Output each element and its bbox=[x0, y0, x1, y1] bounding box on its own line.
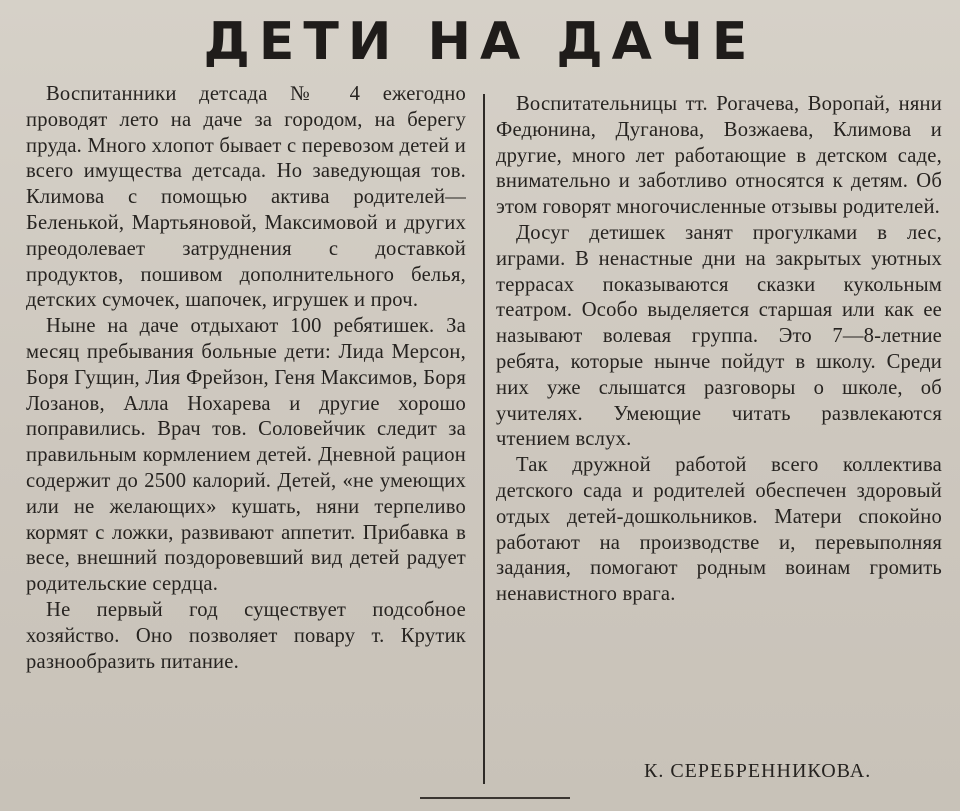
article-headline: ДЕТИ НА ДАЧЕ bbox=[203, 12, 757, 72]
paragraph: Досуг детишек занят прогулками в лес, играми. В ненастные дни на закрытых уютных террасах показываются сказки кукольным театром. Особо выделяется старшая или как ее называют волевая группа. Это 7—8-летние ребята, которые нынче пойдут в школу. Среди них уже слышатся разговоры о школе, об учителях. Умеющие читать развлекаются чтением вслух. bbox=[496, 221, 942, 451]
right-column bbox=[496, 92, 942, 608]
paragraph: Воспитанники детсада № 4 ежегодно проводят лето на даче за городом, на берегу пруда. Много хлопот бывает с перевозом детей и всего имущества детсада. Но заведующая тов. Климова с помощью актива родителей—Беленькой, Мартьяновой, Максимовой и других преодолевает затруднения с доставкой продуктов, пошивом дополнительного белья, детских сумочек, шапочек, игрушек и проч. bbox=[26, 83, 466, 312]
left-column bbox=[26, 82, 466, 675]
bottom-rule bbox=[420, 797, 570, 799]
paragraph: Не первый год существует подсобное хозяйство. Оно позволяет повару т. Крутик разнообразить питание. bbox=[26, 598, 466, 673]
paragraph: Так дружной работой всего коллектива детского сада и родителей обеспечен здоровый отдых детей-дошкольников. Матери спокойно работают на производстве и, перевыполняя задания, помогают родным воинам громить ненавистного врага. bbox=[496, 454, 942, 606]
author-signature: К. СЕРЕБРЕННИКОВА. bbox=[644, 760, 872, 782]
paragraph: Ныне на даче отдыхают 100 ребятишек. За месяц пребывания больные дети: Лида Мерсон, Боря Гущин, Лия Фрейзон, Геня Максимов, Боря Лозанов, Алла Нохарева и другие хорошо поправились. Врач тов. Соловейчик следит за правильным кормлением детей. Дневной рацион содержит до 2500 калорий. Детей, «не умеющих или не желающих» кушать, няни терпеливо кормят с ложки, развивают аппетит. Прибавка в весе, внешний поздоровевший вид детей радует родительские сердца. bbox=[26, 315, 466, 596]
column-divider bbox=[483, 94, 485, 784]
paragraph: Воспитательницы тт. Рогачева, Воропай, няни Федюнина, Дуганова, Возжаева, Климова и другие, много лет работающие в детском саде, внимательно и заботливо относятся к детям. Об этом говорят многочисленные отзывы родителей. bbox=[496, 93, 942, 219]
